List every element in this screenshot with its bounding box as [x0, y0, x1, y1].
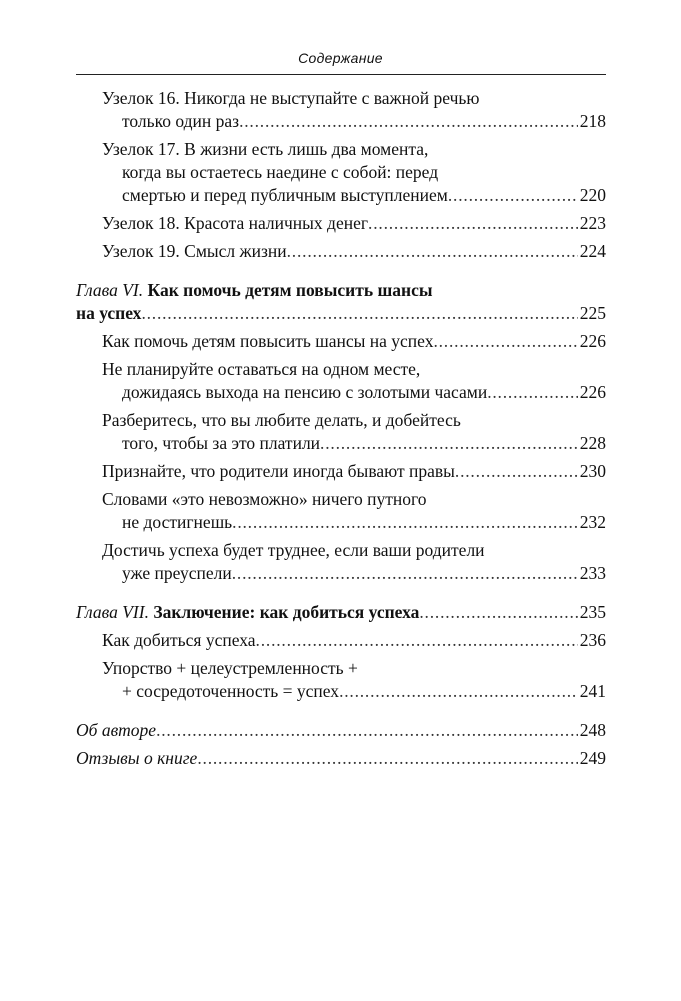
dot-leader [419, 601, 577, 624]
dot-leader [287, 240, 578, 263]
dot-leader [368, 212, 578, 235]
page-number: 241 [579, 681, 606, 701]
toc-entry-ch7-1[interactable]: Как добиться успеха ..... 236 [76, 629, 606, 652]
dot-leader [487, 381, 578, 404]
page-number: 224 [579, 241, 606, 261]
toc-entry-ch6-6[interactable]: Достичь успеха будет труднее, если ваши родители уже преуспели ..... 233 [76, 539, 606, 585]
page-number: 223 [579, 213, 606, 233]
toc-entry-uzelok-18[interactable]: Узелок 18. Красота наличных денег ..... 223 [76, 212, 606, 235]
toc-entry-ch6-1[interactable]: Как помочь детям повысить шансы на успех ..... 226 [76, 330, 606, 353]
table-of-contents [76, 87, 606, 775]
toc-entry-reviews[interactable]: Отзывы о книге ..... 249 [76, 747, 606, 770]
toc-entry-ch6-3[interactable]: Разберитесь, что вы любите делать, и добейтесь того, чтобы за это платили ..... 228 [76, 409, 606, 455]
page-number: 226 [579, 382, 606, 402]
toc-entry-ch6-2[interactable]: Не планируйте оставаться на одном месте, дожидаясь выхода на пенсию с золотыми часами ..... 226 [76, 358, 606, 404]
page-number: 233 [579, 563, 606, 583]
dot-leader [339, 680, 578, 703]
dot-leader [156, 719, 578, 742]
page-number: 236 [579, 630, 606, 650]
chapter-title: Заключение: как добиться успеха [153, 602, 420, 622]
toc-entry-ch7-2[interactable]: Упорство + целеустремленность + + сосредоточенность = успех ..... 241 [76, 657, 606, 703]
page-number: 218 [579, 111, 606, 131]
page-number: 249 [579, 748, 606, 768]
page-number: 225 [579, 303, 606, 323]
dot-leader [141, 302, 577, 325]
dot-leader [320, 432, 578, 455]
toc-chapter-7[interactable] [76, 601, 606, 624]
dot-leader [197, 747, 577, 770]
dot-leader [433, 330, 577, 353]
toc-entry-uzelok-19[interactable]: Узелок 19. Смысл жизни ..... 224 [76, 240, 606, 263]
dot-leader [448, 184, 578, 207]
page-number: 235 [579, 602, 606, 622]
toc-entry-ch6-5[interactable]: Словами «это невозможно» ничего путного не достигнешь ..... 232 [76, 488, 606, 534]
page-number: 230 [579, 461, 606, 481]
toc-chapter-6[interactable]: Глава VI. Как помочь детям повысить шансы на успех ..... 225 [76, 279, 606, 325]
dot-leader [232, 511, 578, 534]
dot-leader [239, 110, 578, 133]
page-number: 226 [579, 331, 606, 351]
dot-leader [256, 629, 578, 652]
page-number: 248 [579, 720, 606, 740]
dot-leader [232, 562, 578, 585]
page-number: 228 [579, 433, 606, 453]
running-head: Содержание [298, 50, 383, 66]
page-number: 220 [579, 185, 606, 205]
toc-entry-about-author[interactable]: Об авторе ..... 248 [76, 719, 606, 742]
toc-entry-ch6-4[interactable]: Признайте, что родители иногда бывают правы ..... 230 [76, 460, 606, 483]
dot-leader [455, 460, 578, 483]
page-number: 232 [579, 512, 606, 532]
chapter-label: Глава VII. [76, 602, 149, 622]
chapter-title: Как помочь детям повысить шансы [147, 280, 433, 300]
toc-entry-uzelok-16[interactable]: Узелок 16. Никогда не выступайте с важной речью только один раз ..... 218 [76, 87, 606, 133]
chapter-label: Глава VI. [76, 280, 144, 300]
header-rule [76, 74, 606, 75]
toc-entry-uzelok-17[interactable]: Узелок 17. В жизни есть лишь два момента, когда вы остаетесь наедине с собой: перед смертью и перед публичным выступлением ..... 220 [76, 138, 606, 207]
